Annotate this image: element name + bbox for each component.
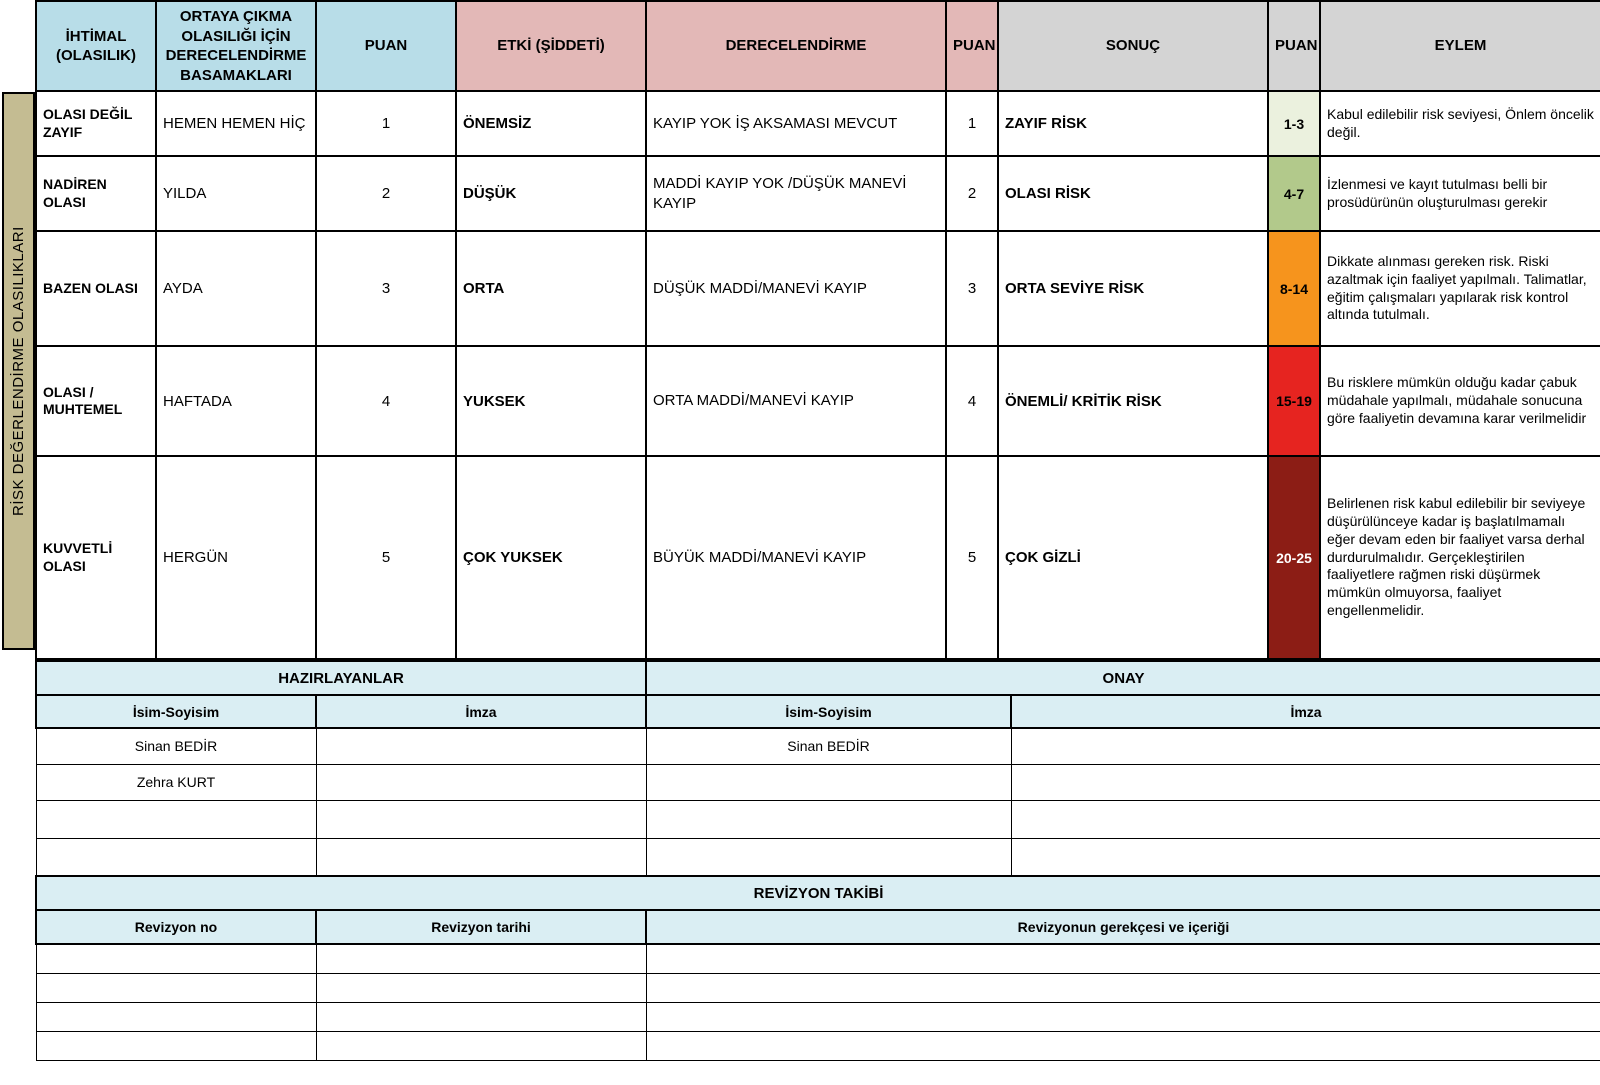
header-sonuc: SONUÇ (998, 1, 1268, 91)
cell-sonuc: OLASI RİSK (998, 156, 1268, 231)
signature-cell[interactable] (316, 800, 646, 838)
revision-no-header: Revizyon no (36, 910, 316, 944)
cell-puan-olasilik: 2 (316, 156, 456, 231)
risk-rating-table (35, 0, 1600, 660)
cell-score-range: 20-25 (1268, 456, 1320, 659)
header-basamaklar: ORTAYA ÇIKMA OLASILIĞI İÇİN DERECELENDİRME BASAMAKLARI (156, 1, 316, 91)
cell-puan-etki: 2 (946, 156, 998, 231)
cell-basamak: HAFTADA (156, 346, 316, 456)
cell-ihtimal: BAZEN OLASI (36, 231, 156, 346)
signatures-subheader-row (36, 695, 1600, 728)
revision-no-cell[interactable] (36, 1002, 316, 1031)
header-derecelendirme: DERECELENDİRME (646, 1, 946, 91)
approver-name-cell[interactable]: Sinan BEDİR (646, 728, 1011, 764)
cell-derecelendirme: DÜŞÜK MADDİ/MANEVİ KAYIP (646, 231, 946, 346)
header-puan-sonuc: PUAN (1268, 1, 1320, 91)
revision-reason-cell[interactable] (646, 973, 1600, 1002)
name-header: İsim-Soyisim (36, 695, 316, 728)
cell-derecelendirme: BÜYÜK MADDİ/MANEVİ KAYIP (646, 456, 946, 659)
cell-etki: ÇOK YUKSEK (456, 456, 646, 659)
risk-row-3 (36, 231, 1600, 346)
revision-reason-header: Revizyonun gerekçesi ve içeriği (646, 910, 1600, 944)
preparer-name-cell[interactable] (36, 838, 316, 876)
cell-derecelendirme: MADDİ KAYIP YOK /DÜŞÜK MANEVİ KAYIP (646, 156, 946, 231)
hazirlayanlar-title: HAZIRLAYANLAR (36, 661, 646, 695)
header-eylem: EYLEM (1320, 1, 1600, 91)
preparer-name-cell[interactable] (36, 800, 316, 838)
vertical-axis-label: RİSK DEĞERLENDİRME OLASILIKLARI (2, 92, 35, 650)
revision-date-cell[interactable] (316, 944, 646, 973)
preparer-name-cell[interactable]: Sinan BEDİR (36, 728, 316, 764)
revision-reason-cell[interactable] (646, 1031, 1600, 1060)
signature-row (36, 764, 1600, 800)
header-etki: ETKİ (ŞİDDETİ) (456, 1, 646, 91)
revision-reason-cell[interactable] (646, 1002, 1600, 1031)
signature-row (36, 800, 1600, 838)
revision-date-cell[interactable] (316, 1002, 646, 1031)
cell-etki: ÖNEMSİZ (456, 91, 646, 156)
cell-etki: ORTA (456, 231, 646, 346)
cell-puan-etki: 4 (946, 346, 998, 456)
revision-title: REVİZYON TAKİBİ (36, 876, 1600, 910)
cell-etki: YUKSEK (456, 346, 646, 456)
risk-table-header-row (36, 1, 1600, 91)
cell-score-range: 8-14 (1268, 231, 1320, 346)
cell-etki: DÜŞÜK (456, 156, 646, 231)
header-puan-olasilik: PUAN (316, 1, 456, 91)
risk-row-5 (36, 456, 1600, 659)
cell-derecelendirme: KAYIP YOK İŞ AKSAMASI MEVCUT (646, 91, 946, 156)
cell-score-range: 4-7 (1268, 156, 1320, 231)
cell-basamak: AYDA (156, 231, 316, 346)
header-puan-etki: PUAN (946, 1, 998, 91)
imza-header: İmza (1011, 695, 1600, 728)
revision-date-cell[interactable] (316, 973, 646, 1002)
cell-puan-olasilik: 1 (316, 91, 456, 156)
cell-puan-etki: 1 (946, 91, 998, 156)
cell-eylem: İzlenmesi ve kayıt tutulması belli bir prosüdürünün oluşturulması gerekir (1320, 156, 1600, 231)
cell-basamak: HERGÜN (156, 456, 316, 659)
revision-row (36, 944, 1600, 973)
revision-no-cell[interactable] (36, 973, 316, 1002)
revision-date-header: Revizyon tarihi (316, 910, 646, 944)
approver-name-cell[interactable] (646, 764, 1011, 800)
signatures-table (35, 660, 1600, 877)
revision-date-cell[interactable] (316, 1031, 646, 1060)
cell-eylem: Belirlenen risk kabul edilebilir bir seviyeye düşürülünceye kadar iş başlatılmamalı eğer devam eden bir faaliyet varsa derhal durdurulmalıdır. Gerçekleştirilen faaliyetlere rağmen riski düşürmek mümkün olmuyorsa, faaliyet engellenmelidir. (1320, 456, 1600, 659)
cell-sonuc: ZAYIF RİSK (998, 91, 1268, 156)
cell-ihtimal: KUVVETLİ OLASI (36, 456, 156, 659)
signature-cell[interactable] (316, 728, 646, 764)
cell-basamak: YILDA (156, 156, 316, 231)
cell-puan-etki: 5 (946, 456, 998, 659)
signature-cell[interactable] (1011, 800, 1600, 838)
risk-row-1 (36, 91, 1600, 156)
cell-eylem: Kabul edilebilir risk seviyesi, Önlem öncelik değil. (1320, 91, 1600, 156)
cell-sonuc: ORTA SEVİYE RİSK (998, 231, 1268, 346)
revision-reason-cell[interactable] (646, 944, 1600, 973)
revision-table (35, 875, 1600, 1061)
cell-score-range: 15-19 (1268, 346, 1320, 456)
cell-derecelendirme: ORTA MADDİ/MANEVİ KAYIP (646, 346, 946, 456)
cell-sonuc: ÇOK GİZLİ (998, 456, 1268, 659)
name-header: İsim-Soyisim (646, 695, 1011, 728)
revision-row (36, 1002, 1600, 1031)
revision-no-cell[interactable] (36, 944, 316, 973)
onay-title: ONAY (646, 661, 1600, 695)
cell-basamak: HEMEN HEMEN HİÇ (156, 91, 316, 156)
revision-no-cell[interactable] (36, 1031, 316, 1060)
revision-row (36, 973, 1600, 1002)
revision-header-row (36, 910, 1600, 944)
cell-ihtimal: OLASI DEĞİL ZAYIF (36, 91, 156, 156)
cell-eylem: Bu risklere mümkün olduğu kadar çabuk müdahale yapılmalı, müdahale sonucuna göre faaliyetin devamına karar verilmelidir (1320, 346, 1600, 456)
signature-cell[interactable] (316, 838, 646, 876)
cell-sonuc: ÖNEMLİ/ KRİTİK RİSK (998, 346, 1268, 456)
signature-cell[interactable] (316, 764, 646, 800)
risk-row-4 (36, 346, 1600, 456)
preparer-name-cell[interactable]: Zehra KURT (36, 764, 316, 800)
imza-header: İmza (316, 695, 646, 728)
cell-puan-olasilik: 4 (316, 346, 456, 456)
approver-name-cell[interactable] (646, 838, 1011, 876)
cell-score-range: 1-3 (1268, 91, 1320, 156)
cell-puan-etki: 3 (946, 231, 998, 346)
signature-row (36, 838, 1600, 876)
cell-ihtimal: NADİREN OLASI (36, 156, 156, 231)
signature-cell[interactable] (1011, 764, 1600, 800)
cell-ihtimal: OLASI / MUHTEMEL (36, 346, 156, 456)
signatures-title-row (36, 661, 1600, 695)
signature-row (36, 728, 1600, 764)
cell-puan-olasilik: 5 (316, 456, 456, 659)
cell-eylem: Dikkate alınması gereken risk. Riski azaltmak için faaliyet yapılmalı. Talimatlar, eğitim çalışmaları yapılarak risk kontrol altında tutulmalı. (1320, 231, 1600, 346)
signature-cell[interactable] (1011, 838, 1600, 876)
signature-cell[interactable] (1011, 728, 1600, 764)
risk-row-2 (36, 156, 1600, 231)
approver-name-cell[interactable] (646, 800, 1011, 838)
header-ihtimal: İHTİMAL (OLASILIK) (36, 1, 156, 91)
cell-puan-olasilik: 3 (316, 231, 456, 346)
revision-row (36, 1031, 1600, 1060)
revision-title-row (36, 876, 1600, 910)
